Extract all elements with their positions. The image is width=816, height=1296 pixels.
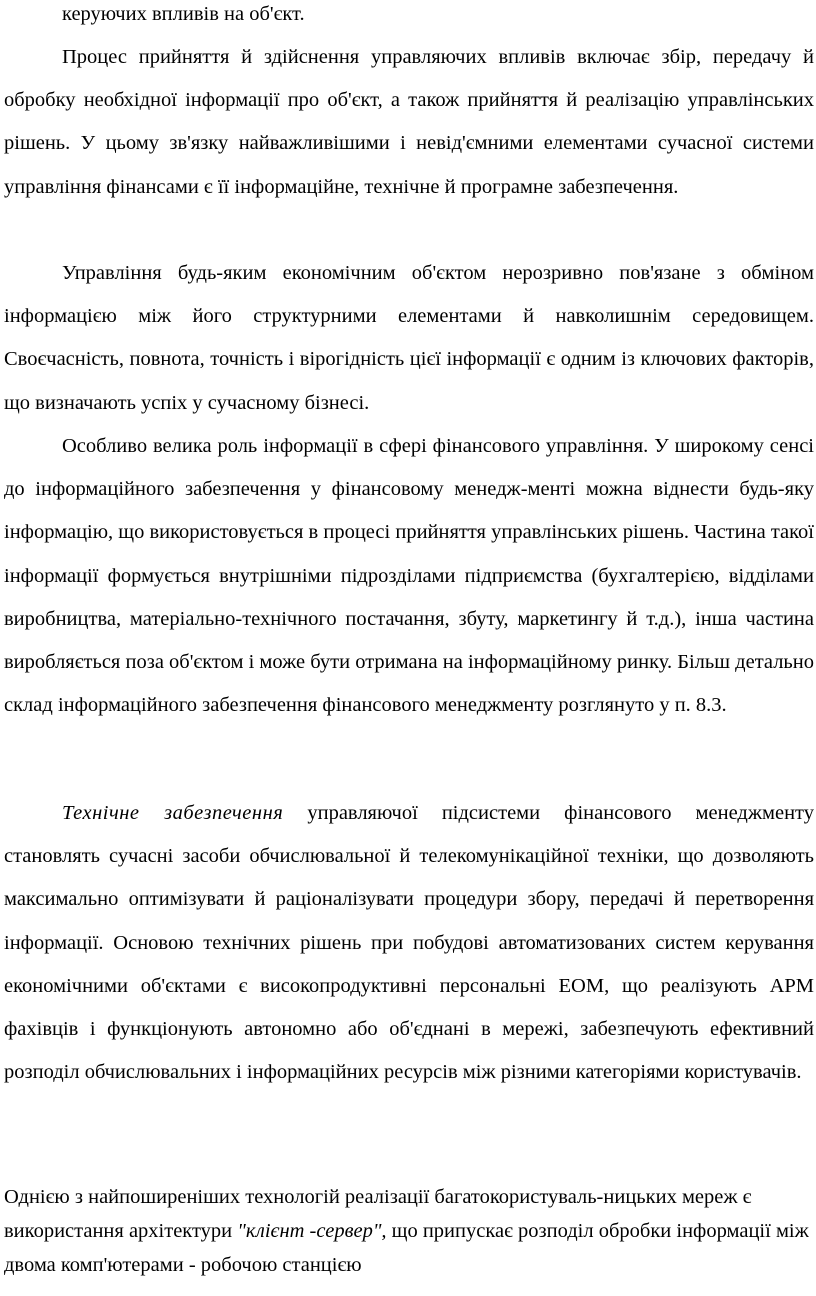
paragraph-text: Процес прийняття й здійснення управляючих впливів включає збір, передачу й обробку необхідної інформації про об'єкт, а також прийняття й реалізацію управлінських рішень. У цьому зв'язку найважливішими і невід'ємними елементами сучасної системи управління фінансами є її інформаційне, технічне й програмне забезпечення. xyxy=(4,46,814,198)
paragraph-client-server xyxy=(4,1180,814,1282)
paragraph-financial-information xyxy=(4,425,814,727)
paragraph-continuation xyxy=(4,0,814,36)
technical-support-term: Технічне забезпечення xyxy=(62,802,284,824)
paragraph-text-before: Однією з найпоширеніших технологій реалізації багатокористуваль-ницьких мереж є використання архітектури xyxy=(4,1186,752,1242)
paragraph-text: Особливо велика роль інформації в сфері фінансового управління. У широкому сенсі до інформаційного забезпечення у фінансовому менедж-менті можна віднести будь-яку інформацію, що використовується в процесі прийняття управлінських рішень. Частина такої інформації формується внутрішніми підрозділами підприємства (бухгалтерією, відділами виробництва, матеріально-технічного постачання, збуту, маркетингу й т.д.), інша частина виробляється поза об'єктом і може бути отримана на інформаційному ринку. Більш детально склад інформаційного забезпечення фінансового менеджменту розглянуто у п. 8.3. xyxy=(4,435,814,717)
paragraph-control-process xyxy=(4,36,814,209)
client-server-term: "клієнт -сервер", xyxy=(237,1220,387,1242)
paragraph-text: управляючої підсистеми фінансового менеджменту становлять сучасні засоби обчислювальної й телекомунікаційної техніки, що дозволяють максимально оптимізувати й раціоналізувати процедури збору, передачі й перетворення інформації. Основою технічних рішень при побудові автоматизованих систем керування економічними об'єктами є високопродуктивні персональні ЕОМ, що реалізують АРМ фахівців і функціонують автономно або об'єднані в мережі, забезпечують ефективний розподіл обчислювальних і інформаційних ресурсів між різними категоріями користувачів. xyxy=(4,802,814,1084)
paragraph-information-exchange xyxy=(4,252,814,425)
paragraph-text: Управління будь-яким економічним об'єктом нерозривно пов'язане з обміном інформацією між його структурними елементами й навколишнім середовищем. Своєчасність, повнота, точність і вірогідність цієї інформації є одним із ключових факторів, що визначають успіх у сучасному бізнесі. xyxy=(4,262,814,414)
paragraph-text: керуючих впливів на об'єкт. xyxy=(62,3,305,25)
paragraph-text-after: що припускає розподіл обробки інформації між двома комп'ютерами - робочою станцією xyxy=(4,1220,809,1276)
paragraph-technical-support xyxy=(4,792,814,1094)
